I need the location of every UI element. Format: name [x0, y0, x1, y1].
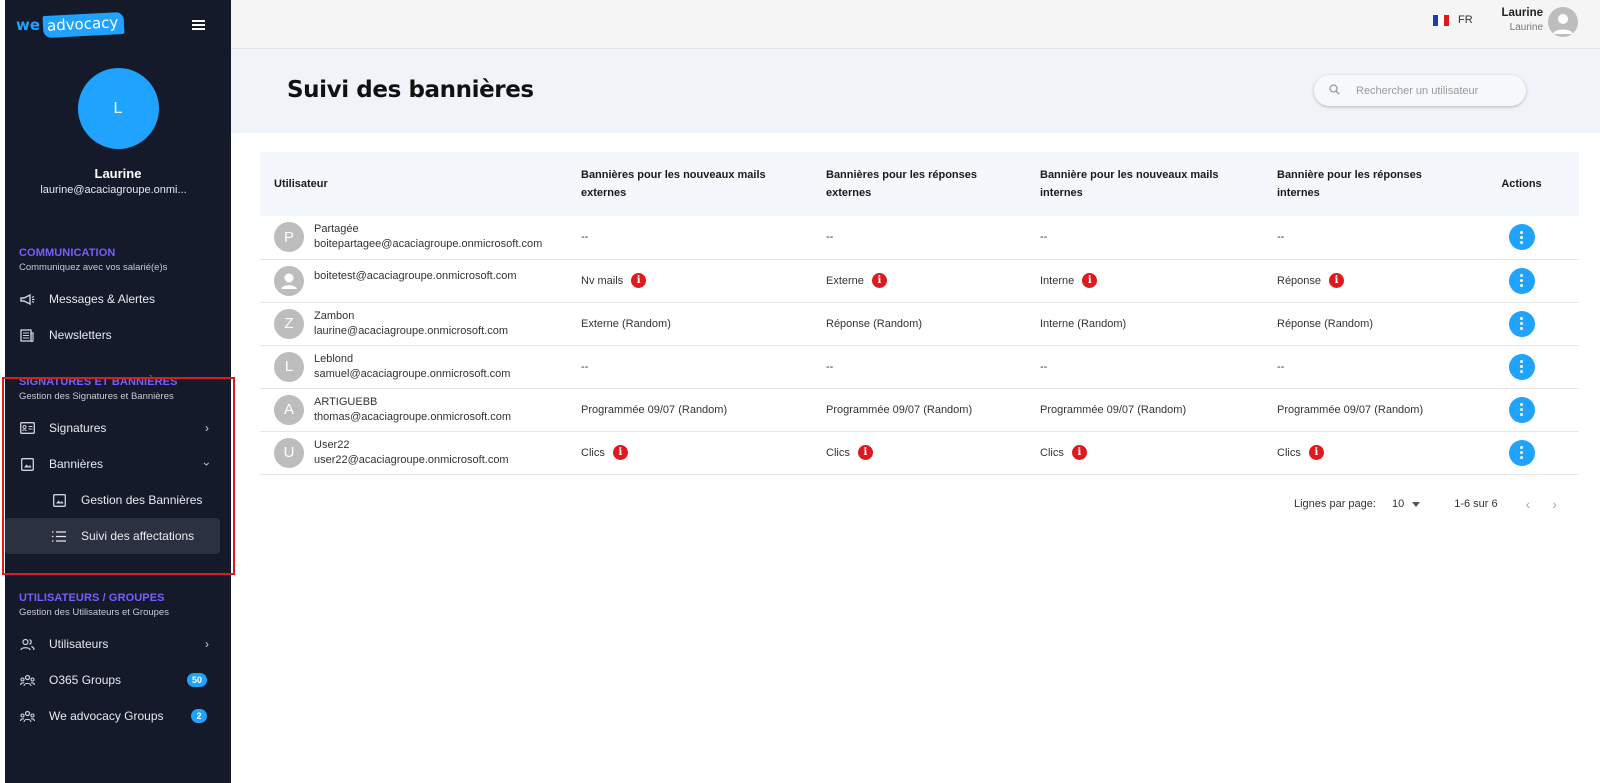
- profile-email: laurine@acaciagroupe.onmi...: [40, 184, 187, 196]
- more-actions-button[interactable]: [1509, 311, 1535, 337]
- sidebar-item-label: Utilisateurs: [49, 637, 109, 651]
- info-icon[interactable]: i: [631, 273, 646, 288]
- count-badge: 50: [187, 673, 207, 687]
- avatar: Z: [274, 309, 304, 339]
- section-title: COMMUNICATION: [19, 247, 116, 259]
- banner-value: Clics: [826, 446, 850, 459]
- banner-value: --: [581, 360, 589, 373]
- language-selector[interactable]: [1433, 14, 1473, 26]
- banner-value: Clics: [581, 446, 605, 459]
- banner-value: Réponse (Random): [826, 317, 922, 330]
- banners-table: [260, 152, 1579, 475]
- sidebar-item-newsletters[interactable]: [19, 317, 231, 353]
- sidebar-item-label: Newsletters: [49, 328, 112, 342]
- avatar: A: [274, 395, 304, 425]
- banner-value: Externe: [826, 274, 864, 287]
- user-name: Laurine: [1501, 7, 1543, 19]
- column-header-actions: Actions: [1501, 178, 1542, 190]
- user-cell: [274, 266, 553, 296]
- banner-value: --: [1277, 231, 1285, 244]
- sidebar-item-label: O365 Groups: [49, 673, 122, 687]
- sidebar-item-messages-alertes[interactable]: [19, 281, 231, 317]
- logo-we: we: [16, 16, 41, 34]
- user-email: boitepartagee@acaciagroupe.onmicrosoft.com: [314, 238, 543, 251]
- banner-value: --: [1277, 360, 1285, 373]
- more-actions-button[interactable]: [1509, 268, 1535, 294]
- app-logo[interactable]: [16, 14, 124, 36]
- section-subtitle: Gestion des Signatures et Bannières: [19, 391, 174, 402]
- sidebar: [5, 0, 231, 783]
- table-row[interactable]: [260, 302, 1579, 345]
- table-row[interactable]: [260, 216, 1579, 259]
- prev-page-button[interactable]: ‹: [1525, 496, 1531, 512]
- sidebar-item-label: Bannières: [49, 457, 104, 471]
- table-header-row: [260, 152, 1579, 216]
- user-display-name: User22: [314, 438, 350, 451]
- banner-value: --: [826, 360, 834, 373]
- avatar: L: [274, 352, 304, 382]
- users-icon: [19, 636, 35, 652]
- sidebar-item-signatures[interactable]: [19, 410, 231, 446]
- sidebar-item-o365-groups[interactable]: [19, 662, 231, 698]
- avatar: U: [274, 438, 304, 468]
- column-header-reponses-externes[interactable]: Bannières pour les réponses externes: [826, 169, 977, 199]
- topbar: [231, 0, 1600, 49]
- user-email: user22@acaciagroupe.onmicrosoft.com: [314, 453, 509, 466]
- user-email: thomas@acaciagroupe.onmicrosoft.com: [314, 410, 512, 423]
- more-actions-button[interactable]: [1509, 440, 1535, 466]
- chevron-down-icon: ›: [200, 462, 214, 466]
- count-badge: 2: [191, 709, 207, 723]
- banner-value: Interne (Random): [1040, 317, 1127, 330]
- info-icon[interactable]: i: [1082, 273, 1097, 288]
- user-cell: [274, 438, 553, 468]
- user-email: laurine@acaciagroupe.onmicrosoft.com: [314, 324, 508, 337]
- banner-value: Programmée 09/07 (Random): [1040, 403, 1187, 416]
- section-signatures-bannieres: [5, 376, 231, 554]
- user-cell: [274, 309, 553, 339]
- more-actions-button[interactable]: [1509, 397, 1535, 423]
- column-header-utilisateur[interactable]: Utilisateur: [274, 178, 328, 190]
- info-icon[interactable]: i: [1329, 273, 1344, 288]
- rows-per-page-value: 10: [1391, 498, 1405, 510]
- column-header-nouveaux-externes[interactable]: Bannières pour les nouveaux mails externes: [581, 169, 766, 199]
- user-email: boitetest@acaciagroupe.onmicrosoft.com: [314, 270, 517, 282]
- page-title: Suivi des bannières: [287, 77, 534, 103]
- rows-per-page-select[interactable]: [1392, 498, 1420, 510]
- section-title: UTILISATEURS / GROUPES: [19, 592, 165, 604]
- info-icon[interactable]: i: [872, 273, 887, 288]
- banner-value: --: [1040, 231, 1048, 244]
- table-row[interactable]: [260, 345, 1579, 388]
- banner-value: --: [581, 231, 589, 244]
- sidebar-item-bannieres[interactable]: [19, 446, 231, 482]
- user-menu[interactable]: [1473, 7, 1543, 33]
- info-icon[interactable]: i: [1072, 445, 1087, 460]
- sidebar-item-label: Suivi des affectations: [81, 529, 195, 543]
- sidebar-item-label: We advocacy Groups: [49, 709, 164, 723]
- language-code: FR: [1458, 14, 1473, 26]
- banner-value: Réponse: [1277, 274, 1322, 287]
- user-cell: [274, 222, 553, 252]
- banner-value: --: [826, 231, 834, 244]
- sidebar-item-label: Signatures: [49, 421, 107, 435]
- sidebar-item-label: Gestion des Bannières: [81, 493, 203, 507]
- groups-icon: [19, 672, 35, 688]
- banner-value: Interne: [1040, 274, 1075, 287]
- user-display-name: Partagée: [314, 223, 359, 236]
- french-flag-icon: [1433, 15, 1449, 26]
- banner-value: Clics: [1040, 446, 1064, 459]
- user-display-name: Zambon: [314, 309, 355, 322]
- more-actions-button[interactable]: [1509, 354, 1535, 380]
- sidebar-item-suivi-affectations[interactable]: [5, 518, 220, 554]
- user-email: samuel@acaciagroupe.onmicrosoft.com: [314, 367, 511, 380]
- menu-icon[interactable]: [192, 20, 205, 30]
- page-range: 1-6 sur 6: [1454, 498, 1498, 510]
- next-page-button[interactable]: ›: [1552, 496, 1557, 512]
- groups-icon: [19, 708, 35, 724]
- profile-avatar[interactable]: L: [78, 68, 159, 149]
- banner-value: --: [1040, 360, 1048, 373]
- sidebar-item-we-advocacy-groups[interactable]: [19, 698, 231, 734]
- pagination: [1294, 496, 1557, 512]
- banner-value: Nv mails: [581, 274, 624, 287]
- sidebar-item-gestion-bannieres[interactable]: [19, 482, 231, 518]
- section-subtitle: Gestion des Utilisateurs et Groupes: [19, 607, 169, 618]
- image-icon: [51, 492, 67, 508]
- info-icon[interactable]: i: [1309, 445, 1324, 460]
- column-header-reponses-internes[interactable]: Bannière pour les réponses internes: [1277, 169, 1422, 199]
- section-subtitle: Communiquez avec vos salarié(e)s: [19, 262, 168, 273]
- banner-value: Clics: [1277, 446, 1301, 459]
- search-icon: [1329, 82, 1340, 100]
- banner-value: Programmée 09/07 (Random): [1277, 403, 1424, 416]
- section-title: SIGNATURES ET BANNIÈRES: [19, 376, 178, 388]
- rows-per-page-label: Lignes par page:: [1294, 498, 1376, 510]
- logo-advocacy: advocacy: [43, 12, 125, 38]
- banner-value: Programmée 09/07 (Random): [581, 403, 728, 416]
- profile-name: Laurine: [94, 166, 142, 181]
- user-avatar-icon[interactable]: [1548, 7, 1578, 37]
- table-row[interactable]: [260, 431, 1579, 474]
- table-row[interactable]: [260, 388, 1579, 431]
- info-icon[interactable]: i: [613, 445, 628, 460]
- section-utilisateurs-groupes: [5, 592, 231, 734]
- sidebar-item-label: Messages & Alertes: [49, 292, 156, 306]
- info-icon[interactable]: i: [858, 445, 873, 460]
- user-display-name: ARTIGUEBB: [314, 395, 378, 408]
- megaphone-icon: [19, 291, 35, 307]
- search-box[interactable]: [1314, 75, 1526, 106]
- chevron-right-icon: ›: [205, 637, 209, 651]
- column-header-nouveaux-internes[interactable]: Bannière pour les nouveaux mails internes: [1040, 169, 1219, 199]
- search-input[interactable]: [1356, 85, 1516, 97]
- image-icon: [19, 456, 35, 472]
- user-cell: [274, 352, 553, 382]
- section-communication: [5, 247, 231, 353]
- user-subtitle: Laurine: [1509, 22, 1543, 33]
- user-display-name: Leblond: [314, 352, 354, 365]
- caret-down-icon: [1412, 502, 1420, 507]
- user-cell: [274, 395, 553, 425]
- person-avatar-icon: [274, 266, 304, 296]
- more-actions-button[interactable]: [1509, 224, 1535, 250]
- banner-value: Externe (Random): [581, 317, 671, 330]
- newspaper-icon: [19, 327, 35, 343]
- avatar: P: [274, 222, 304, 252]
- sidebar-item-utilisateurs[interactable]: [19, 626, 231, 662]
- id-card-icon: [19, 420, 35, 436]
- chevron-right-icon: ›: [205, 421, 209, 435]
- sidebar-header: [5, 0, 231, 50]
- banner-value: Programmée 09/07 (Random): [826, 403, 973, 416]
- list-icon: [51, 528, 67, 544]
- table-row[interactable]: [260, 259, 1579, 302]
- banner-value: Réponse (Random): [1277, 317, 1373, 330]
- page-header: [231, 49, 1600, 133]
